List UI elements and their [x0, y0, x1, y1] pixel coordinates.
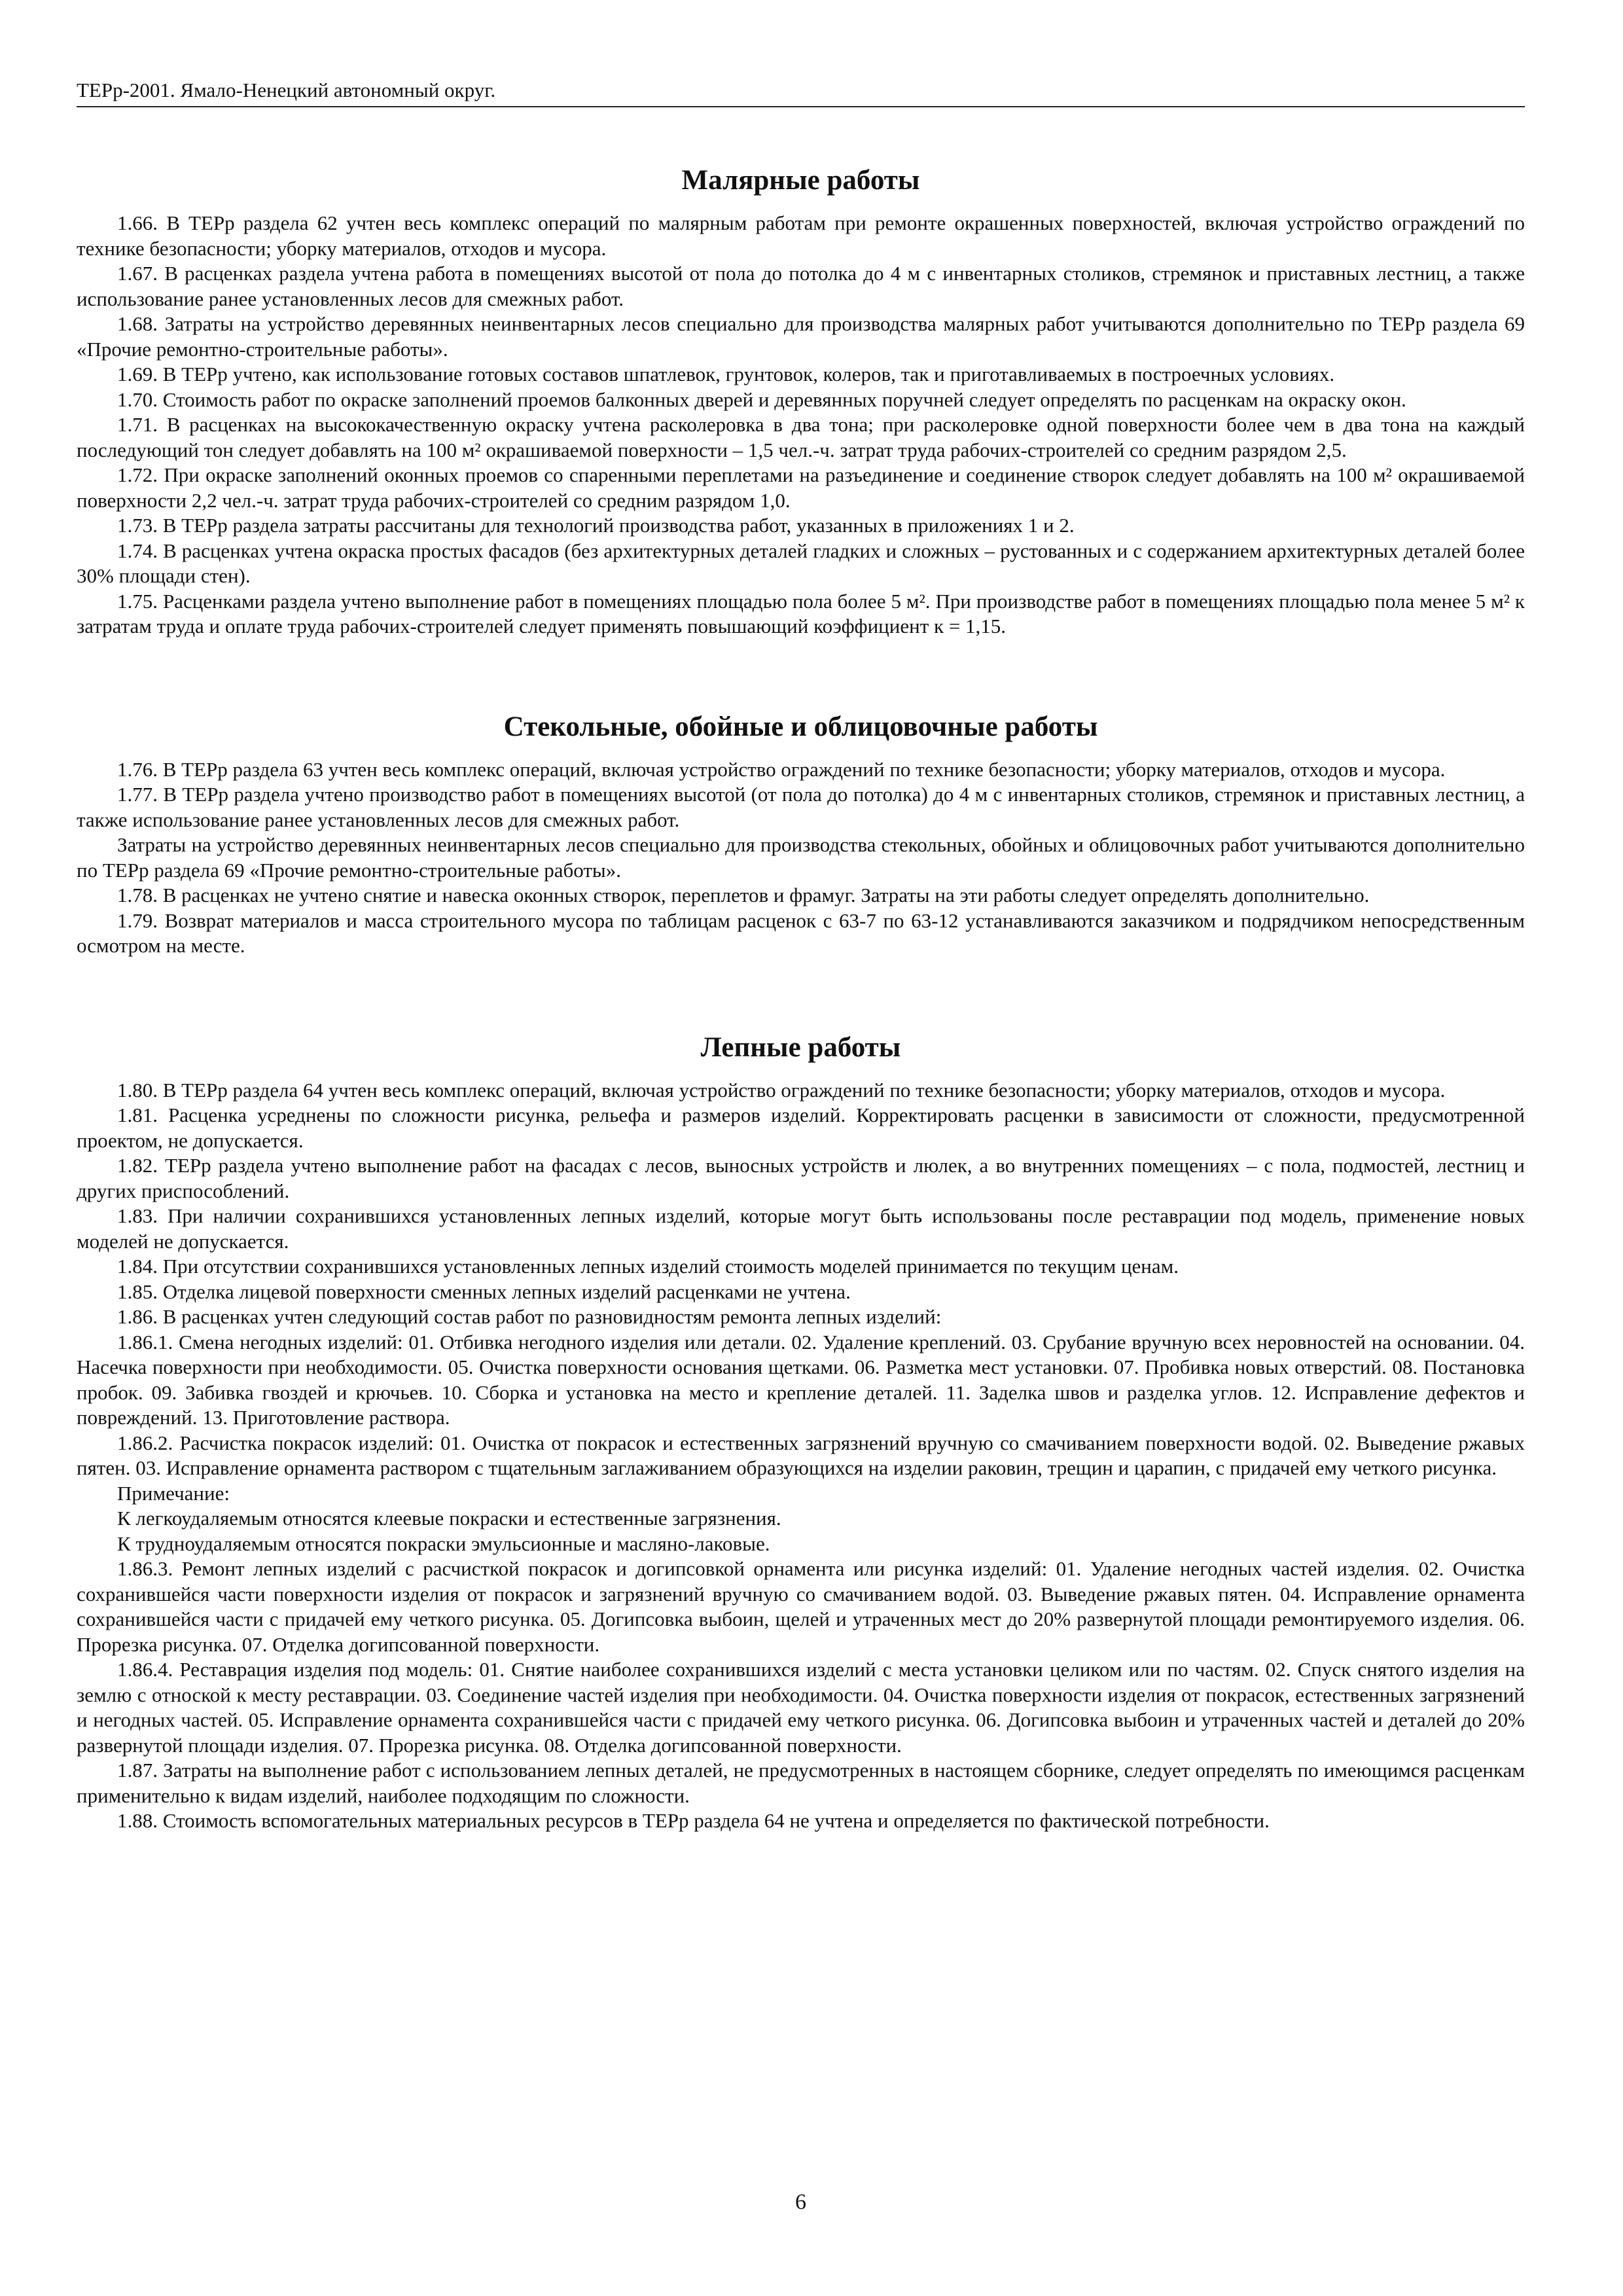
section-spacer — [77, 639, 1525, 696]
paragraph: 1.76. В ТЕРр раздела 63 учтен весь комплекс операций, включая устройство ограждений по технике безопасности; уборку материалов, отходов и мусора. — [117, 757, 1446, 781]
note-item: К трудноудаляемым относятся покраски эмульсионные и масляно-лаковые. — [117, 1532, 770, 1555]
page-number: 6 — [795, 2190, 806, 2214]
paragraph: 1.73. В ТЕРр раздела затраты рассчитаны для технологий производства работ, указанных в приложениях 1 и 2. — [117, 514, 1075, 537]
paragraph: 1.82. ТЕРр раздела учтено выполнение работ на фасадах с лесов, выносных устройств и люлек, а во внутренних помещениях – с пола, подмостей, лестниц и других приспособлений. — [77, 1154, 1525, 1202]
note-label: Примечание: — [117, 1481, 230, 1505]
paragraph: 1.85. Отделка лицевой поверхности сменных лепных изделий расценками не учтена. — [117, 1280, 851, 1303]
section-stucco — [77, 1030, 1525, 1834]
section-title: Лепные работы — [700, 1031, 901, 1063]
section-title: Малярные работы — [681, 165, 920, 196]
page-content — [77, 149, 1525, 1834]
paragraph: 1.86.2. Расчистка покрасок изделий: 01. Очистка от покрасок и естественных загрязнений вручную со смачиванием поверхности водой. 02. Выведение ржавых пятен. 03. Исправление орнамента раствором с тщательным заглаживанием образующихся на изделии раковин, трещин и царапин, с придачей ему четкого рисунка. — [77, 1431, 1525, 1479]
paragraph: 1.84. При отсутствии сохранившихся установленных лепных изделий стоимость моделей принимается по текущим ценам. — [117, 1255, 1179, 1278]
running-header: ТЕРр-2001. Ямало-Ненецкий автономный округ. — [77, 79, 1525, 107]
paragraph: 1.67. В расценках раздела учтена работа в помещениях высотой от пола до потолка до 4 м с инвентарных столиков, стремянок и приставных лестниц, а также использование ранее установленных лесов для смежных работ. — [77, 262, 1525, 310]
paragraph: 1.88. Стоимость вспомогательных материальных ресурсов в ТЕРр раздела 64 не учтена и определяется по фактической потребности. — [117, 1809, 1270, 1832]
paragraph: 1.70. Стоимость работ по окраске заполнений проемов балконных дверей и деревянных поручней следует определять по расценкам на окраску окон. — [117, 387, 1406, 411]
paragraph: 1.77. В ТЕРр раздела учтено производство работ в помещениях высотой (от пола до потолка) до 4 м с инвентарных столиков, стремянок и приставных лестниц, а также использование ранее установленных лесов для смежных работ. — [77, 783, 1525, 831]
paragraph: 1.86. В расценках учтен следующий состав работ по разновидностям ремонта лепных изделий: — [117, 1305, 942, 1328]
paragraph: 1.74. В расценках учтена окраска простых фасадов (без архитектурных деталей гладких и сложных – рустованных и с содержанием архитектурных деталей более 30% площади стен). — [77, 539, 1525, 587]
paragraph: 1.72. При окраске заполнений оконных проемов со спаренными переплетами на разъединение и соединение створок следует добавлять на 100 м² окрашиваемой поверхности 2,2 чел.-ч. затрат труда рабочих-строителей со средним разрядом 1,0. — [77, 463, 1525, 512]
paragraph: 1.87. Затраты на выполнение работ с использованием лепных деталей, не предусмотренных в настоящем сборнике, следует определять по имеющимся расценкам применительно к видам изделий, наиболее подходящим по сложности. — [77, 1759, 1525, 1807]
note-item: К легкоудаляемым относятся клеевые покраски и естественные загрязнения. — [117, 1507, 781, 1530]
paragraph: 1.86.3. Ремонт лепных изделий с расчисткой покрасок и догипсовкой орнамента или рисунка изделий: 01. Удаление негодных частей изделия. 02. Очистка сохранившейся части поверхности изделия от покрасок и загрязнений вручную со смачиванием водой. 03. Выведение ржавых пятен. 04. Исправление орнамента сохранившейся части с придачей ему четкого рисунка. 05. Догипсовка выбоин, щелей и утраченных мест до 20% развернутой площади ремонтируемого изделия. 06. Прорезка рисунка. 07. Отделка догипсованной поверхности. — [77, 1557, 1525, 1656]
paragraph: 1.68. Затраты на устройство деревянных неинвентарных лесов специально для производства малярных работ учитываются дополнительно по ТЕРр раздела 69 «Прочие ремонтно-строительные работы». — [77, 312, 1525, 361]
paragraph: 1.75. Расценками раздела учтено выполнение работ в помещениях площадью пола более 5 м². При производстве работ в помещениях площадью пола менее 5 м² к затратам труда и оплате труда рабочих-строителей следует применять повышающий коэффициент к = 1,15. — [77, 589, 1525, 637]
paragraph: Затраты на устройство деревянных неинвентарных лесов специально для производства стекольных, обойных и облицовочных работ учитываются дополнительно по ТЕРр раздела 69 «Прочие ремонтно-строительные работы». — [77, 833, 1525, 882]
paragraph: 1.79. Возврат материалов и масса строительного мусора по таблицам расценок с 63-7 по 63-12 устанавливаются заказчиком и подрядчиком непосредственным осмотром на месте. — [77, 908, 1525, 957]
paragraph: 1.69. В ТЕРр учтено, как использование готовых составов шпатлевок, грунтовок, колеров, так и приготавливаемых в построечных условиях. — [117, 363, 1335, 386]
paragraph: 1.80. В ТЕРр раздела 64 учтен весь комплекс операций, включая устройство ограждений по технике безопасности; уборку материалов, отходов и мусора. — [117, 1078, 1446, 1102]
section-painting — [77, 162, 1525, 639]
section-spacer — [77, 959, 1525, 1016]
paragraph: 1.86.1. Смена негодных изделий: 01. Отбивка негодного изделия или детали. 02. Удаление креплений. 03. Срубание вручную всех неровностей на основании. 04. Насечка поверхности при необходимости. 05. Очистка поверхности основания щетками. 06. Разметка мест установки. 07. Пробивка новых отверстий. 08. Постановка пробок. 09. Забивка гвоздей и крючьев. 10. Сборка и установка на место и крепление деталей. 11. Заделка швов и разделка углов. 12. Исправление дефектов и повреждений. 13. Приготовление раствора. — [77, 1330, 1525, 1429]
paragraph: 1.83. При наличии сохранившихся установленных лепных изделий, которые могут быть использованы после реставрации под модель, применение новых моделей не допускается. — [77, 1204, 1525, 1253]
paragraph: 1.71. В расценках на высококачественную окраску учтена расколеровка в два тона; при расколеровке одной поверхности более чем в два тона на каждый последующий тон следует добавлять на 100 м² окрашиваемой поверхности – 1,5 чел.-ч. затрат труда рабочих-строителей со средним разрядом 2,5. — [77, 413, 1525, 461]
paragraph: 1.78. В расценках не учтено снятие и навеска оконных створок, переплетов и фрамуг. Затраты на эти работы следует определять дополнительно. — [117, 884, 1370, 906]
section-title: Стекольные, обойные и облицовочные работы — [503, 711, 1098, 742]
section-glazing-wallpaper-cladding — [77, 709, 1525, 959]
paragraph: 1.66. В ТЕРр раздела 62 учтен весь комплекс операций по малярным работам при ремонте окрашенных поверхностей, включая устройство ограждений по технике безопасности; уборку материалов, отходов и мусора. — [77, 211, 1525, 260]
paragraph: 1.81. Расценка усреднены по сложности рисунка, рельефа и размеров изделий. Корректировать расценки в зависимости от сложности, предусмотренной проектом, не допускается. — [77, 1103, 1525, 1152]
paragraph: 1.86.4. Реставрация изделия под модель: 01. Снятие наиболее сохранившихся изделий с места установки целиком или по частям. 02. Спуск снятого изделия на землю с отноской к месту реставрации. 03. Соединение частей изделия при необходимости. 04. Очистка поверхности изделия от покрасок, естественных загрязнений и негодных частей. 05. Исправление орнамента сохранившейся части с придачей ему четкого рисунка. 06. Догипсовка выбоин и утраченных частей и деталей до 20% развернутой площади изделия. 07. Прорезка рисунка. 08. Отделка догипсованной поверхности. — [77, 1658, 1525, 1757]
